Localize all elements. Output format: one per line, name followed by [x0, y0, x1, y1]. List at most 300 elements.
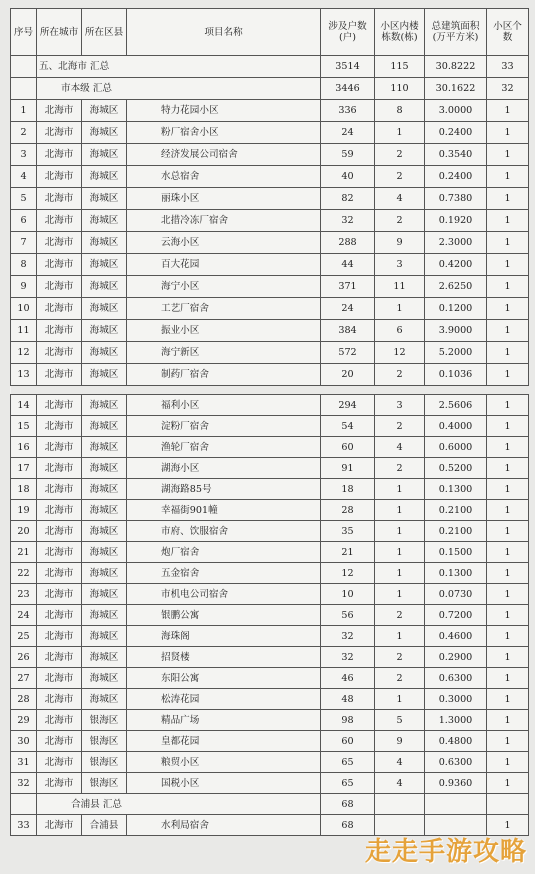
- cell-project: 市府、饮服宿舍: [127, 521, 321, 542]
- cell-area: 3.9000: [425, 320, 487, 342]
- cell-index: 30: [11, 731, 37, 752]
- cell-area: 0.7380: [425, 188, 487, 210]
- cell-district: 海城区: [82, 298, 127, 320]
- cell-city: 北海市: [37, 395, 82, 416]
- cell-households: 21: [321, 542, 375, 563]
- cell-households: 98: [321, 710, 375, 731]
- cell-project: 渔轮厂宿舍: [127, 437, 321, 458]
- cell-count: 1: [487, 395, 529, 416]
- cell-city: 北海市: [37, 320, 82, 342]
- cell-count: 1: [487, 144, 529, 166]
- cell-city: 北海市: [37, 188, 82, 210]
- cell-area: 0.3540: [425, 144, 487, 166]
- col-header-households: 涉及户数(户): [321, 9, 375, 56]
- cell-district: 海城区: [82, 416, 127, 437]
- cell-city: 北海市: [37, 542, 82, 563]
- cell-project: 五金宿舍: [127, 563, 321, 584]
- cell-index: 10: [11, 298, 37, 320]
- cell-households: 371: [321, 276, 375, 298]
- cell-area: 0.4800: [425, 731, 487, 752]
- cell-area: 0.2900: [425, 647, 487, 668]
- cell-index: 23: [11, 584, 37, 605]
- summary-households: 3514: [321, 56, 375, 78]
- cell-district: 海城区: [82, 122, 127, 144]
- table-row: [11, 584, 529, 605]
- cell-project: 特力花园小区: [127, 100, 321, 122]
- cell-index: 32: [11, 773, 37, 794]
- cell-area: 0.1200: [425, 298, 487, 320]
- cell-count: 1: [487, 458, 529, 479]
- cell-index: 21: [11, 542, 37, 563]
- cell-count: 1: [487, 563, 529, 584]
- cell-index: 33: [11, 815, 37, 836]
- cell-project: 海宁小区: [127, 276, 321, 298]
- cell-index: 8: [11, 254, 37, 276]
- cell-area: 0.3000: [425, 689, 487, 710]
- table-row: [11, 416, 529, 437]
- table-row: [11, 752, 529, 773]
- cell-index: 12: [11, 342, 37, 364]
- cell-count: 1: [487, 122, 529, 144]
- cell-project: 制药厂宿舍: [127, 364, 321, 386]
- summary-count: 32: [487, 78, 529, 100]
- cell-project: 国税小区: [127, 773, 321, 794]
- header-row: [11, 9, 529, 56]
- cell-count: 1: [487, 298, 529, 320]
- cell-district: 银海区: [82, 731, 127, 752]
- cell-index: 29: [11, 710, 37, 731]
- cell-buildings: 2: [375, 668, 425, 689]
- housing-table: [10, 8, 529, 836]
- cell-district: 海城区: [82, 144, 127, 166]
- cell-count: 1: [487, 232, 529, 254]
- cell-area: 0.0730: [425, 584, 487, 605]
- cell-area: 1.3000: [425, 710, 487, 731]
- cell-buildings: 9: [375, 731, 425, 752]
- cell-city: 北海市: [37, 144, 82, 166]
- cell-count: 1: [487, 584, 529, 605]
- table-row: [11, 364, 529, 386]
- cell-index: 25: [11, 626, 37, 647]
- table-row: [11, 500, 529, 521]
- cell-households: 32: [321, 626, 375, 647]
- table-row: [11, 668, 529, 689]
- cell-count: 1: [487, 479, 529, 500]
- col-header-count: 小区个数: [487, 9, 529, 56]
- cell-city: 北海市: [37, 521, 82, 542]
- cell-index: 17: [11, 458, 37, 479]
- table-row: [11, 254, 529, 276]
- cell-buildings: 2: [375, 416, 425, 437]
- cell-district: 海城区: [82, 584, 127, 605]
- cell-buildings: 1: [375, 521, 425, 542]
- cell-buildings: 8: [375, 100, 425, 122]
- cell-city: 北海市: [37, 773, 82, 794]
- cell-count: 1: [487, 210, 529, 232]
- cell-area: 2.3000: [425, 232, 487, 254]
- summary-area: 30.1622: [425, 78, 487, 100]
- cell-buildings: 4: [375, 188, 425, 210]
- cell-project: 丽珠小区: [127, 188, 321, 210]
- cell-district: 海城区: [82, 521, 127, 542]
- cell-buildings: 4: [375, 752, 425, 773]
- cell-buildings: 3: [375, 254, 425, 276]
- cell-buildings: 5: [375, 710, 425, 731]
- cell-count: 1: [487, 668, 529, 689]
- cell-index: 6: [11, 210, 37, 232]
- cell-households: 28: [321, 500, 375, 521]
- cell-households: 18: [321, 479, 375, 500]
- col-header-district: 所在区县: [82, 9, 127, 56]
- summary-households: 3446: [321, 78, 375, 100]
- cell-area: 0.1500: [425, 542, 487, 563]
- cell-index: 18: [11, 479, 37, 500]
- table-row: [11, 276, 529, 298]
- cell-city: 北海市: [37, 342, 82, 364]
- cell-project: 海珠阁: [127, 626, 321, 647]
- cell-households: 48: [321, 689, 375, 710]
- cell-area: 0.5200: [425, 458, 487, 479]
- rows-part-2: [11, 395, 529, 794]
- cell-index: 14: [11, 395, 37, 416]
- cell-city: 北海市: [37, 563, 82, 584]
- col-header-area: 总建筑面积(万平方米): [425, 9, 487, 56]
- summary-buildings: 110: [375, 78, 425, 100]
- cell-count: 1: [487, 500, 529, 521]
- cell-project: 松涛花园: [127, 689, 321, 710]
- cell-district: 海城区: [82, 100, 127, 122]
- cell-index: 28: [11, 689, 37, 710]
- rows-part-1: [11, 100, 529, 386]
- cell-area: 0.1036: [425, 364, 487, 386]
- table-row: [11, 521, 529, 542]
- cell-project: 幸福街901幢: [127, 500, 321, 521]
- summary-row-city: [11, 56, 529, 78]
- summary-label: 五、北海市 汇总: [37, 56, 321, 78]
- cell-households: 44: [321, 254, 375, 276]
- cell-city: 北海市: [37, 605, 82, 626]
- cell-buildings: 2: [375, 605, 425, 626]
- cell-buildings: 1: [375, 689, 425, 710]
- cell-city: 北海市: [37, 437, 82, 458]
- cell-households: 24: [321, 122, 375, 144]
- cell-project: 北措冷冻厂宿舍: [127, 210, 321, 232]
- cell-district: 海城区: [82, 479, 127, 500]
- cell-households: 294: [321, 395, 375, 416]
- table-row: [11, 773, 529, 794]
- cell-households: 54: [321, 416, 375, 437]
- cell-buildings: 1: [375, 500, 425, 521]
- table-row: [11, 188, 529, 210]
- cell-households: 91: [321, 458, 375, 479]
- cell-district: 银海区: [82, 752, 127, 773]
- table-row: [11, 542, 529, 563]
- cell-count: 1: [487, 752, 529, 773]
- summary-area: [425, 794, 487, 815]
- cell-index: 2: [11, 122, 37, 144]
- cell-count: 1: [487, 416, 529, 437]
- cell-project: 海宁新区: [127, 342, 321, 364]
- cell-area: 0.6300: [425, 668, 487, 689]
- table-row: [11, 166, 529, 188]
- data-sheet: [10, 8, 528, 836]
- col-header-project: 项目名称: [127, 9, 321, 56]
- cell-count: 1: [487, 815, 529, 836]
- cell-index: 24: [11, 605, 37, 626]
- table-row: [11, 626, 529, 647]
- cell-count: 1: [487, 689, 529, 710]
- summary-row-municipal: [11, 78, 529, 100]
- cell-area: 0.6000: [425, 437, 487, 458]
- cell-buildings: 1: [375, 563, 425, 584]
- cell-project: 湖海小区: [127, 458, 321, 479]
- table-row: [11, 144, 529, 166]
- cell-district: 海城区: [82, 232, 127, 254]
- table-row: [11, 210, 529, 232]
- summary-buildings: 115: [375, 56, 425, 78]
- cell-city: 北海市: [37, 626, 82, 647]
- cell-buildings: 6: [375, 320, 425, 342]
- cell-households: 572: [321, 342, 375, 364]
- cell-households: 10: [321, 584, 375, 605]
- cell-area: 0.2400: [425, 122, 487, 144]
- cell-area: 0.2400: [425, 166, 487, 188]
- cell-households: 32: [321, 210, 375, 232]
- cell-area: 0.4000: [425, 416, 487, 437]
- cell-area: 0.1300: [425, 479, 487, 500]
- cell-district: 合浦县: [82, 815, 127, 836]
- cell-households: 20: [321, 364, 375, 386]
- cell-buildings: 1: [375, 298, 425, 320]
- cell-index: 5: [11, 188, 37, 210]
- cell-project: 炮厂宿舍: [127, 542, 321, 563]
- cell-district: 海城区: [82, 605, 127, 626]
- cell-index: 11: [11, 320, 37, 342]
- cell-households: 12: [321, 563, 375, 584]
- table-row: [11, 298, 529, 320]
- cell-project: 市机电公司宿舍: [127, 584, 321, 605]
- cell-city: 北海市: [37, 752, 82, 773]
- cell-buildings: 4: [375, 773, 425, 794]
- cell-district: 海城区: [82, 458, 127, 479]
- summary-count: 33: [487, 56, 529, 78]
- cell-city: 北海市: [37, 276, 82, 298]
- cell-city: 北海市: [37, 500, 82, 521]
- cell-district: 银海区: [82, 710, 127, 731]
- cell-households: 60: [321, 731, 375, 752]
- cell-index: 13: [11, 364, 37, 386]
- cell-district: 海城区: [82, 542, 127, 563]
- cell-count: 1: [487, 364, 529, 386]
- cell-count: 1: [487, 710, 529, 731]
- cell-buildings: 4: [375, 437, 425, 458]
- table-row: [11, 232, 529, 254]
- cell-area: 0.4600: [425, 626, 487, 647]
- cell-buildings: 3: [375, 395, 425, 416]
- cell-area: 0.2100: [425, 521, 487, 542]
- cell-district: 海城区: [82, 364, 127, 386]
- cell-district: 海城区: [82, 668, 127, 689]
- cell-project: 粮贸小区: [127, 752, 321, 773]
- cell-city: 北海市: [37, 298, 82, 320]
- cell-count: 1: [487, 166, 529, 188]
- cell-city: 北海市: [37, 710, 82, 731]
- cell-district: 海城区: [82, 689, 127, 710]
- cell-count: 1: [487, 188, 529, 210]
- cell-buildings: 2: [375, 647, 425, 668]
- cell-district: 海城区: [82, 626, 127, 647]
- cell-district: 银海区: [82, 773, 127, 794]
- cell-area: 0.1300: [425, 563, 487, 584]
- cell-city: 北海市: [37, 254, 82, 276]
- col-header-buildings: 小区内楼栋数(栋): [375, 9, 425, 56]
- cell-city: 北海市: [37, 122, 82, 144]
- cell-index: 15: [11, 416, 37, 437]
- summary-buildings: [375, 794, 425, 815]
- cell-count: 1: [487, 521, 529, 542]
- table-row: [11, 122, 529, 144]
- cell-count: 1: [487, 731, 529, 752]
- cell-buildings: 2: [375, 144, 425, 166]
- cell-households: 24: [321, 298, 375, 320]
- cell-city: 北海市: [37, 416, 82, 437]
- table-row: [11, 563, 529, 584]
- cell-area: 2.5606: [425, 395, 487, 416]
- cell-project: 淀粉厂宿舍: [127, 416, 321, 437]
- cell-households: 46: [321, 668, 375, 689]
- cell-city: 北海市: [37, 815, 82, 836]
- watermark: 走走手游攻略: [364, 837, 527, 867]
- cell-buildings: 2: [375, 458, 425, 479]
- cell-buildings: 1: [375, 584, 425, 605]
- table-row: [11, 342, 529, 364]
- cell-households: 65: [321, 752, 375, 773]
- cell-index: 20: [11, 521, 37, 542]
- cell-households: 336: [321, 100, 375, 122]
- cell-area: 0.2100: [425, 500, 487, 521]
- cell-district: 海城区: [82, 395, 127, 416]
- cell-count: 1: [487, 320, 529, 342]
- table-row: [11, 647, 529, 668]
- cell-city: 北海市: [37, 458, 82, 479]
- cell-index: 4: [11, 166, 37, 188]
- cell-households: 288: [321, 232, 375, 254]
- cell-district: 海城区: [82, 563, 127, 584]
- table-row: [11, 320, 529, 342]
- cell-count: 1: [487, 254, 529, 276]
- cell-index: 7: [11, 232, 37, 254]
- cell-city: 北海市: [37, 668, 82, 689]
- cell-area: 0.1920: [425, 210, 487, 232]
- cell-district: 海城区: [82, 437, 127, 458]
- summary-count: [487, 794, 529, 815]
- cell-city: 北海市: [37, 166, 82, 188]
- cell-project: 百大花园: [127, 254, 321, 276]
- cell-households: 65: [321, 773, 375, 794]
- cell-area: 5.2000: [425, 342, 487, 364]
- cell-project: 粉厂宿舍小区: [127, 122, 321, 144]
- cell-buildings: 11: [375, 276, 425, 298]
- cell-area: 0.6300: [425, 752, 487, 773]
- cell-count: 1: [487, 542, 529, 563]
- cell-project: 工艺厂宿舍: [127, 298, 321, 320]
- cell-index: 9: [11, 276, 37, 298]
- cell-project: 水总宿舍: [127, 166, 321, 188]
- cell-area: 3.0000: [425, 100, 487, 122]
- cell-project: 湖海路85号: [127, 479, 321, 500]
- cell-count: 1: [487, 276, 529, 298]
- cell-project: 振业小区: [127, 320, 321, 342]
- cell-index: 31: [11, 752, 37, 773]
- cell-district: 海城区: [82, 647, 127, 668]
- cell-district: 海城区: [82, 254, 127, 276]
- cell-district: 海城区: [82, 188, 127, 210]
- cell-project: 经济发展公司宿舍: [127, 144, 321, 166]
- cell-city: 北海市: [37, 232, 82, 254]
- cell-city: 北海市: [37, 584, 82, 605]
- cell-households: 40: [321, 166, 375, 188]
- cell-project: 云海小区: [127, 232, 321, 254]
- cell-district: 海城区: [82, 166, 127, 188]
- cell-households: 59: [321, 144, 375, 166]
- cell-index: 16: [11, 437, 37, 458]
- cell-count: 1: [487, 342, 529, 364]
- cell-district: 海城区: [82, 342, 127, 364]
- table-row: [11, 731, 529, 752]
- cell-index: 3: [11, 144, 37, 166]
- cell-buildings: 2: [375, 166, 425, 188]
- cell-count: 1: [487, 437, 529, 458]
- cell-households: 35: [321, 521, 375, 542]
- cell-count: 1: [487, 647, 529, 668]
- cell-project: 皇都花园: [127, 731, 321, 752]
- cell-buildings: 1: [375, 626, 425, 647]
- col-header-city: 所在城市: [37, 9, 82, 56]
- cell-area: 0.7200: [425, 605, 487, 626]
- cell-index: 1: [11, 100, 37, 122]
- col-header-index: 序号: [11, 9, 37, 56]
- cell-city: 北海市: [37, 100, 82, 122]
- cell-households: 56: [321, 605, 375, 626]
- cell-buildings: 1: [375, 122, 425, 144]
- cell-project: 福利小区: [127, 395, 321, 416]
- cell-district: 海城区: [82, 210, 127, 232]
- cell-project: 东阳公寓: [127, 668, 321, 689]
- cell-buildings: 2: [375, 364, 425, 386]
- cell-district: 海城区: [82, 320, 127, 342]
- summary-households: 68: [321, 794, 375, 815]
- cell-project: 银鹏公寓: [127, 605, 321, 626]
- summary-label: 合浦县 汇总: [37, 794, 321, 815]
- summary-label: 市本级 汇总: [37, 78, 321, 100]
- cell-project: 水利局宿舍: [127, 815, 321, 836]
- page-break: [11, 386, 529, 395]
- cell-count: 1: [487, 605, 529, 626]
- cell-households: 32: [321, 647, 375, 668]
- cell-count: 1: [487, 626, 529, 647]
- table-row: [11, 458, 529, 479]
- cell-project: 招贤楼: [127, 647, 321, 668]
- cell-households: 60: [321, 437, 375, 458]
- table-row: [11, 605, 529, 626]
- cell-households: 68: [321, 815, 375, 836]
- table-row: [11, 100, 529, 122]
- cell-city: 北海市: [37, 210, 82, 232]
- summary-area: 30.8222: [425, 56, 487, 78]
- cell-index: 19: [11, 500, 37, 521]
- cell-city: 北海市: [37, 364, 82, 386]
- table-row: [11, 395, 529, 416]
